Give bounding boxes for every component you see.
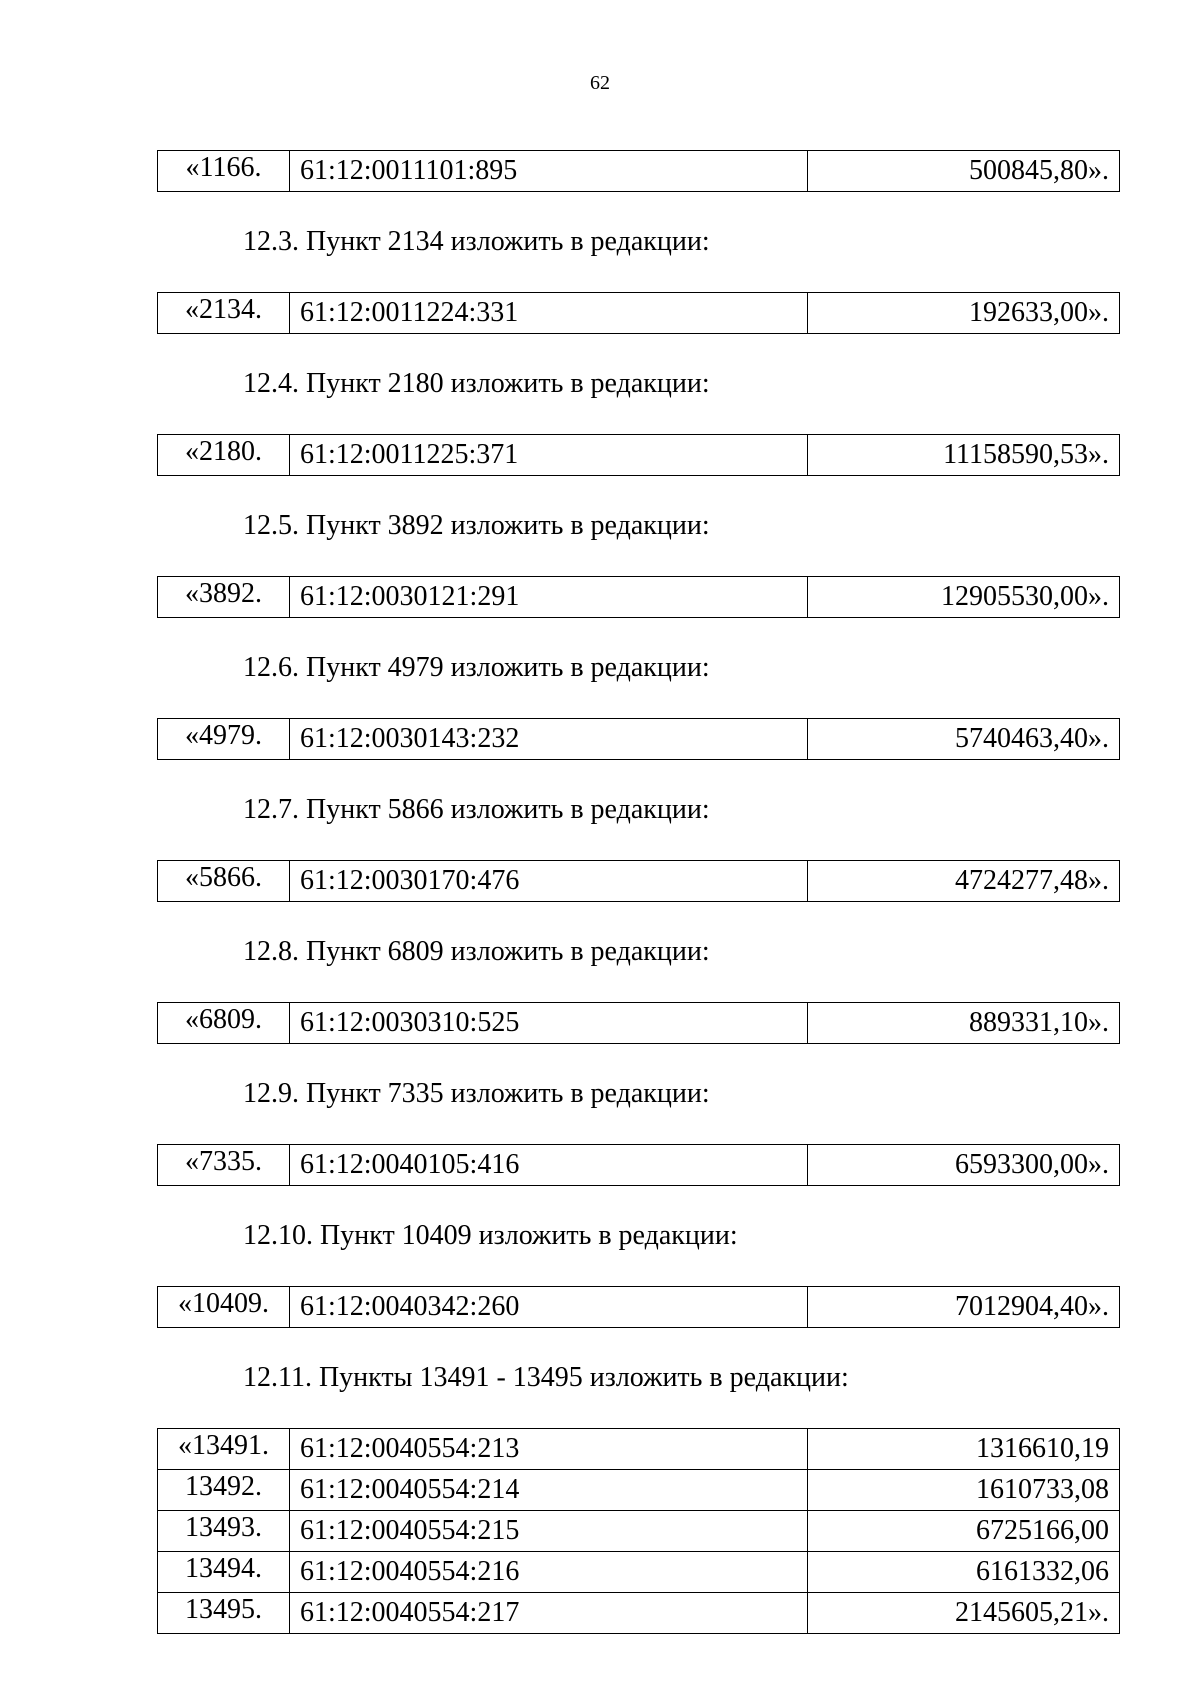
cadastral-number: 61:12:0030170:476 (290, 861, 808, 902)
cadastral-value: 7012904,40». (808, 1287, 1120, 1328)
entry-table (157, 1286, 1120, 1328)
table-row (158, 1003, 1120, 1044)
cadastral-number: 61:12:0040105:416 (290, 1145, 808, 1186)
cadastral-number: 61:12:0011224:331 (290, 293, 808, 334)
item-number: 13493. (158, 1511, 290, 1552)
table-row (158, 861, 1120, 902)
entry-table (157, 1144, 1120, 1186)
cadastral-number: 61:12:0030121:291 (290, 577, 808, 618)
cadastral-value: 192633,00». (808, 293, 1120, 334)
cadastral-number: 61:12:0040342:260 (290, 1287, 808, 1328)
table-row (158, 1287, 1120, 1328)
page-number: 62 (590, 72, 610, 94)
cadastral-value: 1316610,19 (808, 1429, 1120, 1470)
cadastral-value: 6161332,06 (808, 1552, 1120, 1593)
section-instruction: 12.7. Пункт 5866 изложить в редакции: (243, 794, 710, 825)
table-row (158, 1552, 1120, 1593)
item-number: «5866. (158, 861, 290, 902)
item-number: «3892. (158, 577, 290, 618)
cadastral-number: 61:12:0040554:215 (290, 1511, 808, 1552)
item-number: «2134. (158, 293, 290, 334)
table-row (158, 1511, 1120, 1552)
item-number: «4979. (158, 719, 290, 760)
entry-table (157, 1428, 1120, 1634)
item-number: «6809. (158, 1003, 290, 1044)
cadastral-value: 5740463,40». (808, 719, 1120, 760)
cadastral-number: 61:12:0011225:371 (290, 435, 808, 476)
table-row (158, 435, 1120, 476)
table-row (158, 1429, 1120, 1470)
table-row (158, 1145, 1120, 1186)
section-instruction: 12.8. Пункт 6809 изложить в редакции: (243, 936, 710, 967)
section-instruction: 12.6. Пункт 4979 изложить в редакции: (243, 652, 710, 683)
item-number: «10409. (158, 1287, 290, 1328)
cadastral-number: 61:12:0040554:216 (290, 1552, 808, 1593)
section-instruction: 12.5. Пункт 3892 изложить в редакции: (243, 510, 710, 541)
cadastral-value: 6593300,00». (808, 1145, 1120, 1186)
entry-table (157, 860, 1120, 902)
entry-table (157, 1002, 1120, 1044)
item-number: 13494. (158, 1552, 290, 1593)
section-instruction: 12.9. Пункт 7335 изложить в редакции: (243, 1078, 710, 1109)
cadastral-number: 61:12:0040554:213 (290, 1429, 808, 1470)
cadastral-value: 500845,80». (808, 151, 1120, 192)
cadastral-value: 1610733,08 (808, 1470, 1120, 1511)
cadastral-value: 11158590,53». (808, 435, 1120, 476)
cadastral-value: 2145605,21». (808, 1593, 1120, 1634)
entry-table (157, 434, 1120, 476)
table-row (158, 293, 1120, 334)
entry-table (157, 150, 1120, 192)
item-number: «2180. (158, 435, 290, 476)
cadastral-value: 889331,10». (808, 1003, 1120, 1044)
table-row (158, 1470, 1120, 1511)
item-number: 13492. (158, 1470, 290, 1511)
entry-table (157, 576, 1120, 618)
table-row (158, 577, 1120, 618)
entry-table (157, 718, 1120, 760)
section-instruction: 12.10. Пункт 10409 изложить в редакции: (243, 1220, 738, 1251)
cadastral-number: 61:12:0030143:232 (290, 719, 808, 760)
section-instruction: 12.3. Пункт 2134 изложить в редакции: (243, 226, 710, 257)
item-number: 13495. (158, 1593, 290, 1634)
section-instruction: 12.4. Пункт 2180 изложить в редакции: (243, 368, 710, 399)
item-number: «7335. (158, 1145, 290, 1186)
cadastral-value: 12905530,00». (808, 577, 1120, 618)
cadastral-number: 61:12:0030310:525 (290, 1003, 808, 1044)
cadastral-number: 61:12:0040554:214 (290, 1470, 808, 1511)
document-body (157, 150, 1120, 1634)
table-row (158, 151, 1120, 192)
section-instruction: 12.11. Пункты 13491 - 13495 изложить в редакции: (243, 1362, 849, 1393)
entry-table (157, 292, 1120, 334)
cadastral-value: 6725166,00 (808, 1511, 1120, 1552)
item-number: «1166. (158, 151, 290, 192)
cadastral-value: 4724277,48». (808, 861, 1120, 902)
cadastral-number: 61:12:0011101:895 (290, 151, 808, 192)
table-row (158, 1593, 1120, 1634)
table-row (158, 719, 1120, 760)
item-number: «13491. (158, 1429, 290, 1470)
cadastral-number: 61:12:0040554:217 (290, 1593, 808, 1634)
